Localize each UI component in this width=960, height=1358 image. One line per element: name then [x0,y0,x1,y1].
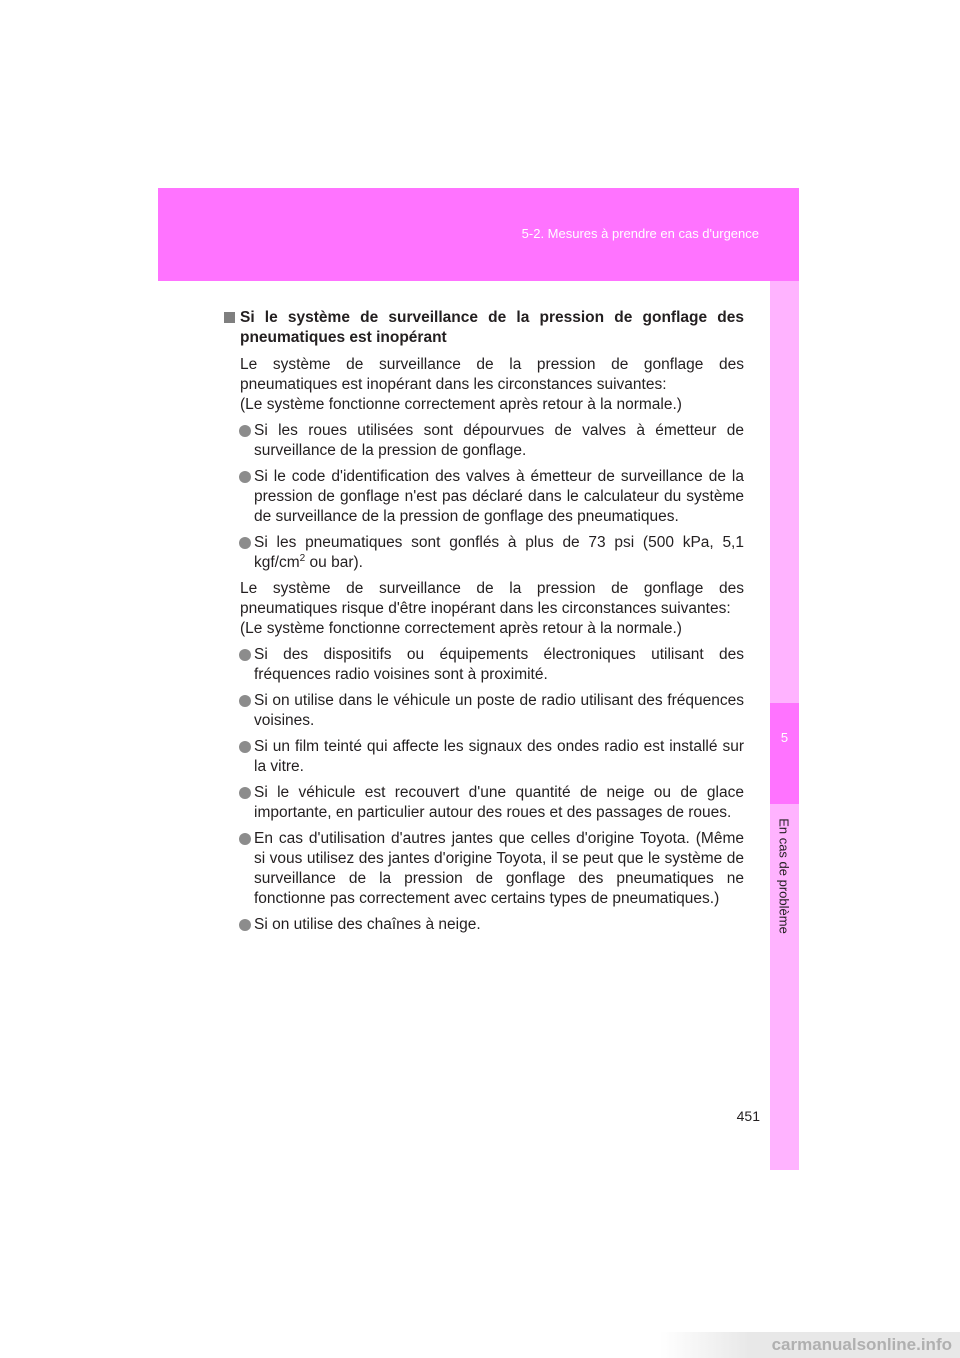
paragraph-inoperative [224,355,744,415]
page-number: 451 [736,1108,760,1124]
paragraph-note: (Le système fonctionne correctement après retour à la normale.) [240,620,682,637]
list-item [224,645,744,685]
list-item-text: Si des dispositifs ou équipements électroniques utilisant des fréquences radio voisines sont à proximité. [254,646,744,683]
list-item [224,829,744,909]
list-item [224,533,744,573]
header-band [158,188,799,281]
list-item-text: Si le véhicule est recouvert d'une quantité de neige ou de glace importante, en particulier autour des roues et des passages de roues. [254,784,744,821]
list-item [224,737,744,777]
list-item [224,915,744,935]
watermark-text: carmanualsonline.info [771,1335,952,1354]
list-item-text-after: ou bar). [305,554,363,571]
list-item [224,691,744,731]
list-item [224,467,744,527]
circle-bullet-icon [239,425,251,437]
chapter-tab [770,703,799,804]
circle-bullet-icon [239,741,251,753]
list-item-text-before: Si les pneumatiques sont gonflés à plus de 73 psi (500 kPa, 5,1 kgf/cm [254,534,744,571]
section-title: 5-2. Mesures à prendre en cas d'urgence [521,226,759,241]
paragraph-text: Le système de surveillance de la pression de gonflage des pneumatiques est inopérant dans les circonstances suivantes: [240,356,744,393]
circle-bullet-icon [239,787,251,799]
circle-bullet-icon [239,649,251,661]
superscript: 2 [299,552,306,564]
list-item-text: Si on utilise des chaînes à neige. [254,916,481,933]
circle-bullet-icon [239,537,251,549]
paragraph-text: Le système de surveillance de la pression de gonflage des pneumatiques risque d'être inopérant dans les circonstances suivantes: [240,580,744,617]
paragraph-note: (Le système fonctionne correctement après retour à la normale.) [240,396,682,413]
main-content [224,308,744,941]
list-item [224,783,744,823]
square-bullet-icon [224,312,235,323]
circle-bullet-icon [239,471,251,483]
circle-bullet-icon [239,919,251,931]
circle-bullet-icon [239,833,251,845]
list-item-text: Si les roues utilisées sont dépourvues de valves à émetteur de surveillance de la pression de gonflage. [254,422,744,459]
circle-bullet-icon [239,695,251,707]
chapter-label: En cas de problème [776,818,792,934]
list-item-text: Si le code d'identification des valves à émetteur de surveillance de la pression de gonflage n'est pas déclaré dans le calculateur du système de surveillance de la pression de gonflage des pneumatiques. [254,468,744,525]
paragraph-risk [224,579,744,639]
section-heading-text: Si le système de surveillance de la pression de gonflage des pneumatiques est inopérant [240,309,744,346]
section-heading [224,308,744,348]
list-item [224,421,744,461]
chapter-number: 5 [780,730,789,745]
list-item-text: En cas d'utilisation d'autres jantes que celles d'origine Toyota. (Même si vous utilisez des jantes d'origine Toyota, il se peut que le système de surveillance de la pression de gonflage des pneumatiques ne fonctionne pas correctement avec certains types de pneumatiques.) [254,830,744,907]
watermark [660,1332,960,1358]
list-item-text: Si un film teinté qui affecte les signaux des ondes radio est installé sur la vitre. [254,738,744,775]
list-item-text: Si on utilise dans le véhicule un poste de radio utilisant des fréquences voisines. [254,692,744,729]
